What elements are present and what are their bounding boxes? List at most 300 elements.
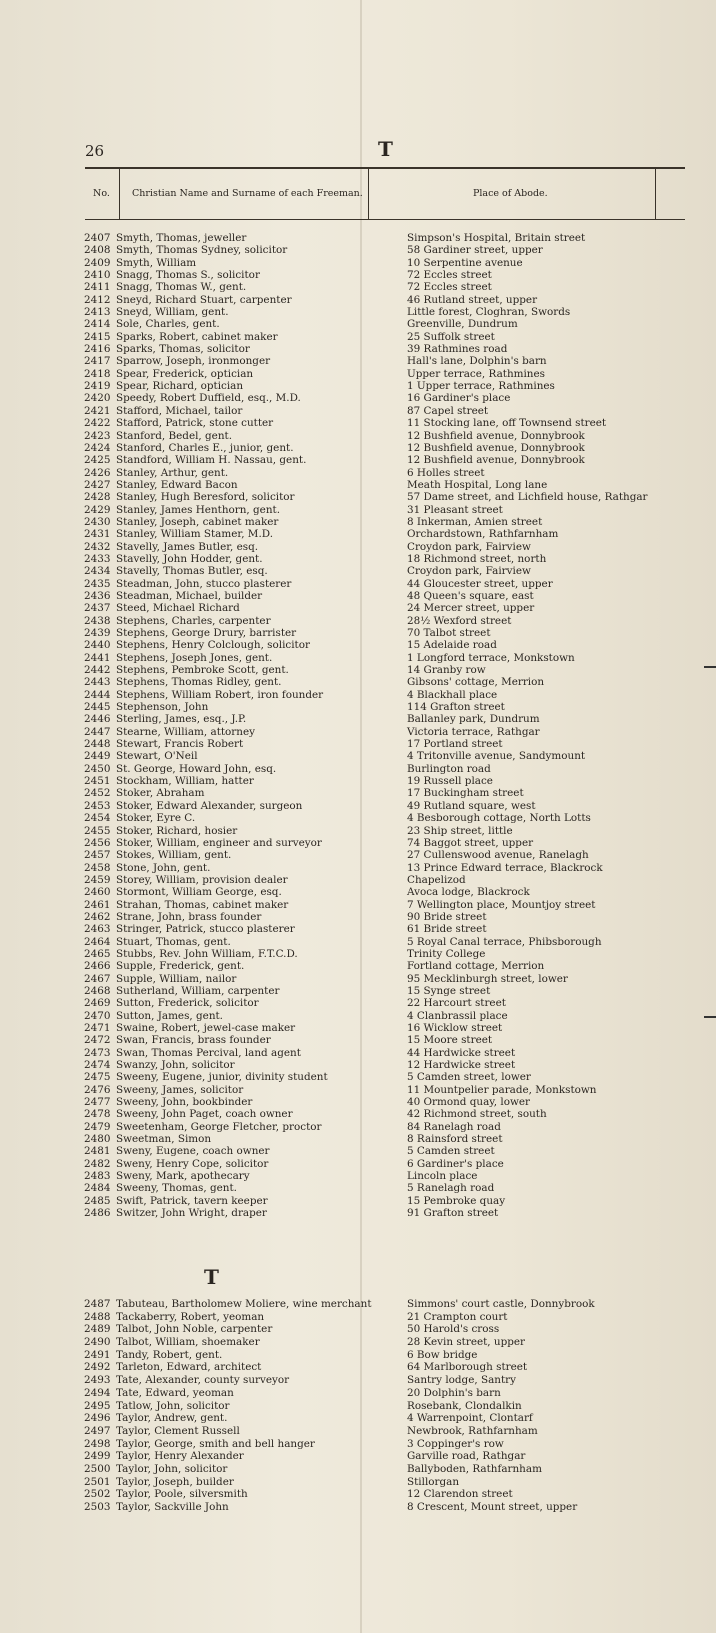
freeman-name: Spear, Frederick, optician <box>116 367 254 380</box>
list-item <box>84 430 684 442</box>
list-item <box>84 1096 684 1108</box>
freeman-list-t <box>84 1298 684 1514</box>
entry-number: 2449 <box>84 750 111 763</box>
list-item <box>84 948 684 960</box>
entry-number: 2426 <box>84 466 111 479</box>
entry-number: 2474 <box>84 1059 111 1072</box>
list-item <box>84 1158 684 1170</box>
list-item <box>84 1145 684 1157</box>
place-of-abode: 46 Rutland street, upper <box>407 293 538 306</box>
list-item <box>84 713 684 725</box>
entry-number: 2490 <box>84 1336 111 1349</box>
freeman-name: Swift, Patrick, tavern keeper <box>116 1194 268 1207</box>
place-of-abode: 19 Russell place <box>407 775 493 788</box>
list-item <box>84 825 684 837</box>
entry-number: 2486 <box>84 1207 111 1220</box>
place-of-abode: Croydon park, Fairview <box>407 565 531 578</box>
place-of-abode: 6 Bow bridge <box>407 1348 478 1361</box>
freeman-list-s <box>84 232 684 1220</box>
place-of-abode: Hall's lane, Dolphin's barn <box>407 355 547 368</box>
entry-number: 2441 <box>84 651 111 664</box>
place-of-abode: 13 Prince Edward terrace, Blackrock <box>407 861 603 874</box>
place-of-abode: 4 Blackhall place <box>407 688 498 701</box>
freeman-name: Taylor, Poole, silversmith <box>116 1488 248 1501</box>
freeman-name: Stoker, Edward Alexander, surgeon <box>116 799 303 812</box>
place-of-abode: 12 Hardwicke street <box>407 1059 516 1072</box>
list-item <box>84 800 684 812</box>
entry-number: 2448 <box>84 738 111 751</box>
place-of-abode: 21 Crampton court <box>407 1310 508 1323</box>
entry-number: 2417 <box>84 355 111 368</box>
entry-number: 2446 <box>84 713 111 726</box>
freeman-name: Stuart, Thomas, gent. <box>116 935 231 948</box>
freeman-name: Swanzy, John, solicitor <box>116 1059 235 1072</box>
list-item <box>84 1133 684 1145</box>
list-item <box>84 985 684 997</box>
freeman-name: Talbot, John Noble, carpenter <box>116 1323 273 1336</box>
entry-number: 2481 <box>84 1145 111 1158</box>
entry-number: 2479 <box>84 1120 111 1133</box>
list-item <box>84 676 684 688</box>
column-divider <box>655 169 656 219</box>
page-letter: T <box>378 137 393 161</box>
place-of-abode: 5 Camden street <box>407 1145 495 1158</box>
place-of-abode: 17 Portland street <box>407 738 503 751</box>
list-item <box>84 849 684 861</box>
list-item <box>84 1361 684 1374</box>
freeman-name: Stephens, William Robert, iron founder <box>116 688 324 701</box>
header-place: Place of Abode. <box>473 188 548 199</box>
list-item <box>84 244 684 256</box>
list-item <box>84 1207 684 1219</box>
list-item <box>84 1374 684 1387</box>
entry-number: 2437 <box>84 602 111 615</box>
list-item <box>84 306 684 318</box>
place-of-abode: 4 Tritonville avenue, Sandymount <box>407 750 586 763</box>
entry-number: 2442 <box>84 664 111 677</box>
place-of-abode: 39 Rathmines road <box>407 343 508 356</box>
place-of-abode: 12 Bushfield avenue, Donnybrook <box>407 429 585 442</box>
place-of-abode: Ballyboden, Rathfarnham <box>407 1462 542 1475</box>
margin-mark <box>704 666 716 668</box>
freeman-name: Sweetenham, George Fletcher, proctor <box>116 1120 322 1133</box>
freeman-name: Sole, Charles, gent. <box>116 318 220 331</box>
list-item <box>84 578 684 590</box>
freeman-name: Stephens, Thomas Ridley, gent. <box>116 676 282 689</box>
entry-number: 2445 <box>84 701 111 714</box>
entry-number: 2501 <box>84 1475 111 1488</box>
freeman-name: Stephens, Henry Colclough, solicitor <box>116 639 310 652</box>
list-item <box>84 380 684 392</box>
place-of-abode: 20 Dolphin's barn <box>407 1386 501 1399</box>
list-item <box>84 528 684 540</box>
entry-number: 2429 <box>84 503 111 516</box>
entry-number: 2468 <box>84 984 111 997</box>
entry-number: 2440 <box>84 639 111 652</box>
entry-number: 2460 <box>84 886 111 899</box>
list-item <box>84 442 684 454</box>
list-item <box>84 837 684 849</box>
list-item <box>84 1311 684 1324</box>
place-of-abode: 4 Warrenpoint, Clontarf <box>407 1412 533 1425</box>
entry-number: 2436 <box>84 589 111 602</box>
freeman-name: Stephens, Pembroke Scott, gent. <box>116 664 289 677</box>
list-item <box>84 479 684 491</box>
list-item <box>84 454 684 466</box>
list-item <box>84 343 684 355</box>
place-of-abode: 5 Ranelagh road <box>407 1182 495 1195</box>
freeman-name: Tarleton, Edward, architect <box>116 1361 262 1374</box>
place-of-abode: Greenville, Dundrum <box>407 318 518 331</box>
entry-number: 2447 <box>84 725 111 738</box>
freeman-name: Sutton, Frederick, solicitor <box>116 997 259 1010</box>
entry-number: 2453 <box>84 799 111 812</box>
freeman-name: Sneyd, Richard Stuart, carpenter <box>116 293 292 306</box>
list-item <box>84 750 684 762</box>
place-of-abode: 8 Crescent, Mount street, upper <box>407 1501 578 1513</box>
place-of-abode: Newbrook, Rathfarnham <box>407 1424 538 1437</box>
list-item <box>84 368 684 380</box>
list-item <box>84 541 684 553</box>
place-of-abode: 12 Clarendon street <box>407 1488 513 1501</box>
list-item <box>84 553 684 565</box>
list-item <box>84 1195 684 1207</box>
list-item <box>84 1400 684 1413</box>
entry-number: 2422 <box>84 417 111 430</box>
list-item <box>84 417 684 429</box>
list-item <box>84 1121 684 1133</box>
entry-number: 2482 <box>84 1157 111 1170</box>
entry-number: 2483 <box>84 1170 111 1183</box>
place-of-abode: 4 Clanbrassil place <box>407 1009 508 1022</box>
place-of-abode: 58 Gardiner street, upper <box>407 244 543 257</box>
list-item <box>84 627 684 639</box>
freeman-name: Taylor, Clement Russell <box>116 1424 240 1437</box>
freeman-name: Stafford, Patrick, stone cutter <box>116 417 274 430</box>
entry-number: 2423 <box>84 429 111 442</box>
entry-number: 2476 <box>84 1083 111 1096</box>
place-of-abode: 16 Wicklow street <box>407 1022 503 1034</box>
freeman-name: Stoker, William, engineer and surveyor <box>116 836 322 849</box>
freeman-name: Taylor, John, solicitor <box>116 1462 228 1475</box>
place-of-abode: 6 Holles street <box>407 466 485 479</box>
entry-number: 2484 <box>84 1182 111 1195</box>
freeman-name: Sweny, Eugene, coach owner <box>116 1145 270 1158</box>
entry-number: 2455 <box>84 824 111 837</box>
list-item <box>84 763 684 775</box>
list-item <box>84 1349 684 1362</box>
freeman-name: Tate, Alexander, county surveyor <box>116 1374 290 1387</box>
freeman-name: Standford, William H. Nassau, gent. <box>116 454 307 467</box>
entry-number: 2419 <box>84 380 111 393</box>
list-item <box>84 281 684 293</box>
list-item <box>84 467 684 479</box>
entry-number: 2492 <box>84 1361 111 1374</box>
list-item <box>84 1476 684 1489</box>
entry-number: 2434 <box>84 565 111 578</box>
entry-number: 2427 <box>84 478 111 491</box>
freeman-name: Tatlow, John, solicitor <box>116 1399 230 1412</box>
freeman-name: Sweny, Mark, apothecary <box>116 1170 250 1183</box>
entry-number: 2420 <box>84 392 111 405</box>
place-of-abode: Avoca lodge, Blackrock <box>407 886 530 899</box>
list-item <box>84 590 684 602</box>
freeman-name: Tate, Edward, yeoman <box>116 1386 234 1399</box>
place-of-abode: 1 Upper terrace, Rathmines <box>407 380 555 393</box>
list-item <box>84 1047 684 1059</box>
place-of-abode: 7 Wellington place, Mountjoy street <box>407 898 596 911</box>
list-item <box>84 960 684 972</box>
list-item <box>84 812 684 824</box>
entry-number: 2502 <box>84 1488 111 1501</box>
section-letter: T <box>204 1265 219 1289</box>
freeman-name: Sparrow, Joseph, ironmonger <box>116 355 271 368</box>
list-item <box>84 516 684 528</box>
place-of-abode: 28½ Wexford street <box>407 614 512 627</box>
list-item <box>84 1010 684 1022</box>
list-item <box>84 1034 684 1046</box>
freeman-name: Sweeny, John, bookbinder <box>116 1096 253 1109</box>
list-item <box>84 318 684 330</box>
entry-number: 2498 <box>84 1437 111 1450</box>
freeman-name: Sweeny, James, solicitor <box>116 1083 244 1096</box>
freeman-name: Snagg, Thomas S., solicitor <box>116 269 260 282</box>
freeman-name: Taylor, George, smith and bell hanger <box>116 1437 315 1450</box>
freeman-name: Sparks, Thomas, solicitor <box>116 343 250 356</box>
freeman-name: Stearne, William, attorney <box>116 725 255 738</box>
list-item <box>84 1084 684 1096</box>
place-of-abode: Orchardstown, Rathfarnham <box>407 528 559 541</box>
place-of-abode: 40 Ormond quay, lower <box>407 1096 530 1109</box>
freeman-name: Strahan, Thomas, cabinet maker <box>116 898 289 911</box>
entry-number: 2431 <box>84 528 111 541</box>
freeman-name: Sweeny, John Paget, coach owner <box>116 1108 293 1121</box>
place-of-abode: Stillorgan <box>407 1475 460 1488</box>
freeman-name: Stoker, Richard, hosier <box>116 824 238 837</box>
place-of-abode: 44 Hardwicke street <box>407 1046 516 1059</box>
place-of-abode: 27 Cullenswood avenue, Ranelagh <box>407 849 589 862</box>
place-of-abode: Rosebank, Clondalkin <box>407 1399 522 1412</box>
place-of-abode: 15 Adelaide road <box>407 639 497 652</box>
place-of-abode: 31 Pleasant street <box>407 503 503 516</box>
place-of-abode: 72 Eccles street <box>407 269 492 282</box>
table-header <box>85 167 685 220</box>
place-of-abode: 8 Inkerman, Amien street <box>407 515 543 528</box>
list-item <box>84 504 684 516</box>
place-of-abode: Santry lodge, Santry <box>407 1374 516 1387</box>
freeman-name: Swaine, Robert, jewel-case maker <box>116 1022 296 1034</box>
entry-number: 2459 <box>84 873 111 886</box>
place-of-abode: 11 Mountpelier parade, Monkstown <box>407 1083 597 1096</box>
entry-number: 2457 <box>84 849 111 862</box>
freeman-name: Tabuteau, Bartholomew Moliere, wine merchant <box>116 1298 372 1310</box>
freeman-name: Swan, Thomas Percival, land agent <box>116 1046 301 1059</box>
list-item <box>84 615 684 627</box>
entry-number: 2464 <box>84 935 111 948</box>
list-item <box>84 491 684 503</box>
entry-number: 2472 <box>84 1034 111 1047</box>
place-of-abode: 24 Mercer street, upper <box>407 602 535 615</box>
entry-number: 2487 <box>84 1298 111 1310</box>
list-item <box>84 997 684 1009</box>
entry-number: 2503 <box>84 1501 111 1513</box>
freeman-name: Stavelly, John Hodder, gent. <box>116 552 263 565</box>
freeman-name: Stavelly, Thomas Butler, esq. <box>116 565 268 578</box>
freeman-name: Supple, Frederick, gent. <box>116 960 245 973</box>
list-item <box>84 355 684 367</box>
freeman-name: Taylor, Andrew, gent. <box>116 1412 228 1425</box>
list-item <box>84 701 684 713</box>
freeman-name: Stormont, William George, esq. <box>116 886 282 899</box>
entry-number: 2414 <box>84 318 111 331</box>
place-of-abode: 28 Kevin street, upper <box>407 1336 526 1349</box>
place-of-abode: Simmons' court castle, Donnybrook <box>407 1298 595 1310</box>
entry-number: 2480 <box>84 1133 111 1146</box>
entry-number: 2475 <box>84 1071 111 1084</box>
list-item <box>84 1059 684 1071</box>
freeman-name: Stephens, George Drury, barrister <box>116 627 297 639</box>
freeman-name: Smyth, Thomas, jeweller <box>116 232 247 244</box>
place-of-abode: 42 Richmond street, south <box>407 1108 547 1121</box>
place-of-abode: Meath Hospital, Long lane <box>407 478 548 491</box>
list-item <box>84 1438 684 1451</box>
list-item <box>84 392 684 404</box>
place-of-abode: 11 Stocking lane, off Townsend street <box>407 417 607 430</box>
freeman-name: Taylor, Sackville John <box>116 1501 229 1513</box>
place-of-abode: Burlington road <box>407 762 491 775</box>
list-item <box>84 331 684 343</box>
entry-number: 2485 <box>84 1194 111 1207</box>
list-item <box>84 1425 684 1438</box>
entry-number: 2416 <box>84 343 111 356</box>
freeman-name: Stephens, Charles, carpenter <box>116 614 271 627</box>
freeman-name: Stewart, O'Neil <box>116 750 198 763</box>
freeman-name: Stoker, Abraham <box>116 787 205 800</box>
entry-number: 2473 <box>84 1046 111 1059</box>
freeman-name: Stringer, Patrick, stucco plasterer <box>116 923 295 936</box>
freeman-name: Sweeny, Thomas, gent. <box>116 1182 237 1195</box>
list-item <box>84 1501 684 1514</box>
entry-number: 2495 <box>84 1399 111 1412</box>
entry-number: 2438 <box>84 614 111 627</box>
freeman-name: Switzer, John Wright, draper <box>116 1207 267 1220</box>
entry-number: 2497 <box>84 1424 111 1437</box>
entry-number: 2452 <box>84 787 111 800</box>
list-item <box>84 639 684 651</box>
place-of-abode: Upper terrace, Rathmines <box>407 367 545 380</box>
place-of-abode: 95 Mecklinburgh street, lower <box>407 972 568 985</box>
entry-number: 2488 <box>84 1310 111 1323</box>
entry-number: 2418 <box>84 367 111 380</box>
entry-number: 2494 <box>84 1386 111 1399</box>
place-of-abode: 15 Moore street <box>407 1034 493 1047</box>
list-item <box>84 1182 684 1194</box>
place-of-abode: 5 Royal Canal terrace, Phibsborough <box>407 935 602 948</box>
freeman-name: St. George, Howard John, esq. <box>116 762 277 775</box>
list-item <box>84 294 684 306</box>
list-item <box>84 874 684 886</box>
place-of-abode: 87 Capel street <box>407 404 489 417</box>
list-item <box>84 405 684 417</box>
freeman-name: Stockham, William, hatter <box>116 775 254 788</box>
freeman-name: Sutherland, William, carpenter <box>116 984 280 997</box>
freeman-name: Steed, Michael Richard <box>116 602 240 615</box>
entry-number: 2450 <box>84 762 111 775</box>
list-item <box>84 269 684 281</box>
header-no: No. <box>93 188 110 199</box>
list-item <box>84 1450 684 1463</box>
list-item <box>84 689 684 701</box>
list-item <box>84 1463 684 1476</box>
freeman-name: Strane, John, brass founder <box>116 910 262 923</box>
freeman-name: Stanley, William Stamer, M.D. <box>116 528 274 541</box>
list-item <box>84 923 684 935</box>
column-divider <box>119 169 120 219</box>
place-of-abode: 3 Coppinger's row <box>407 1437 504 1450</box>
freeman-name: Storey, William, provision dealer <box>116 873 288 886</box>
freeman-name: Stafford, Michael, tailor <box>116 404 243 417</box>
list-item <box>84 664 684 676</box>
place-of-abode: Victoria terrace, Rathgar <box>407 725 540 738</box>
freeman-name: Sneyd, William, gent. <box>116 306 229 319</box>
entry-number: 2433 <box>84 552 111 565</box>
margin-mark <box>704 1016 716 1018</box>
list-item <box>84 1108 684 1120</box>
entry-number: 2496 <box>84 1412 111 1425</box>
list-item <box>84 1387 684 1400</box>
freeman-name: Stanley, Arthur, gent. <box>116 466 229 479</box>
freeman-name: Stanford, Bedel, gent. <box>116 429 232 442</box>
entry-number: 2413 <box>84 306 111 319</box>
page-number: 26 <box>85 142 105 160</box>
freeman-name: Tackaberry, Robert, yeoman <box>116 1310 265 1323</box>
list-item <box>84 1488 684 1501</box>
freeman-name: Stoker, Eyre C. <box>116 812 196 825</box>
list-item <box>84 652 684 664</box>
entry-number: 2444 <box>84 688 111 701</box>
list-item <box>84 1170 684 1182</box>
entry-number: 2424 <box>84 441 111 454</box>
freeman-name: Taylor, Joseph, builder <box>116 1475 234 1488</box>
freeman-name: Tandy, Robert, gent. <box>116 1348 223 1361</box>
entry-number: 2454 <box>84 812 111 825</box>
freeman-name: Swan, Francis, brass founder <box>116 1034 271 1047</box>
place-of-abode: 8 Rainsford street <box>407 1133 503 1146</box>
place-of-abode: 61 Bride street <box>407 923 487 936</box>
place-of-abode: 72 Eccles street <box>407 281 492 294</box>
freeman-name: Sweetman, Simon <box>116 1133 212 1146</box>
freeman-name: Stanley, James Henthorn, gent. <box>116 503 281 516</box>
place-of-abode: Trinity College <box>407 947 486 960</box>
place-of-abode: Fortland cottage, Merrion <box>407 960 545 973</box>
list-item <box>84 232 684 244</box>
list-item <box>84 1412 684 1425</box>
list-item <box>84 738 684 750</box>
place-of-abode: 15 Pembroke quay <box>407 1194 506 1207</box>
list-item <box>84 565 684 577</box>
freeman-name: Stone, John, gent. <box>116 861 211 874</box>
freeman-name: Stavelly, James Butler, esq. <box>116 540 259 553</box>
place-of-abode: 91 Grafton street <box>407 1207 499 1220</box>
list-item <box>84 1022 684 1034</box>
entry-number: 2435 <box>84 577 111 590</box>
list-item <box>84 726 684 738</box>
list-item <box>84 775 684 787</box>
list-item <box>84 936 684 948</box>
entry-number: 2409 <box>84 256 111 269</box>
entry-number: 2408 <box>84 244 111 257</box>
entry-number: 2428 <box>84 491 111 504</box>
